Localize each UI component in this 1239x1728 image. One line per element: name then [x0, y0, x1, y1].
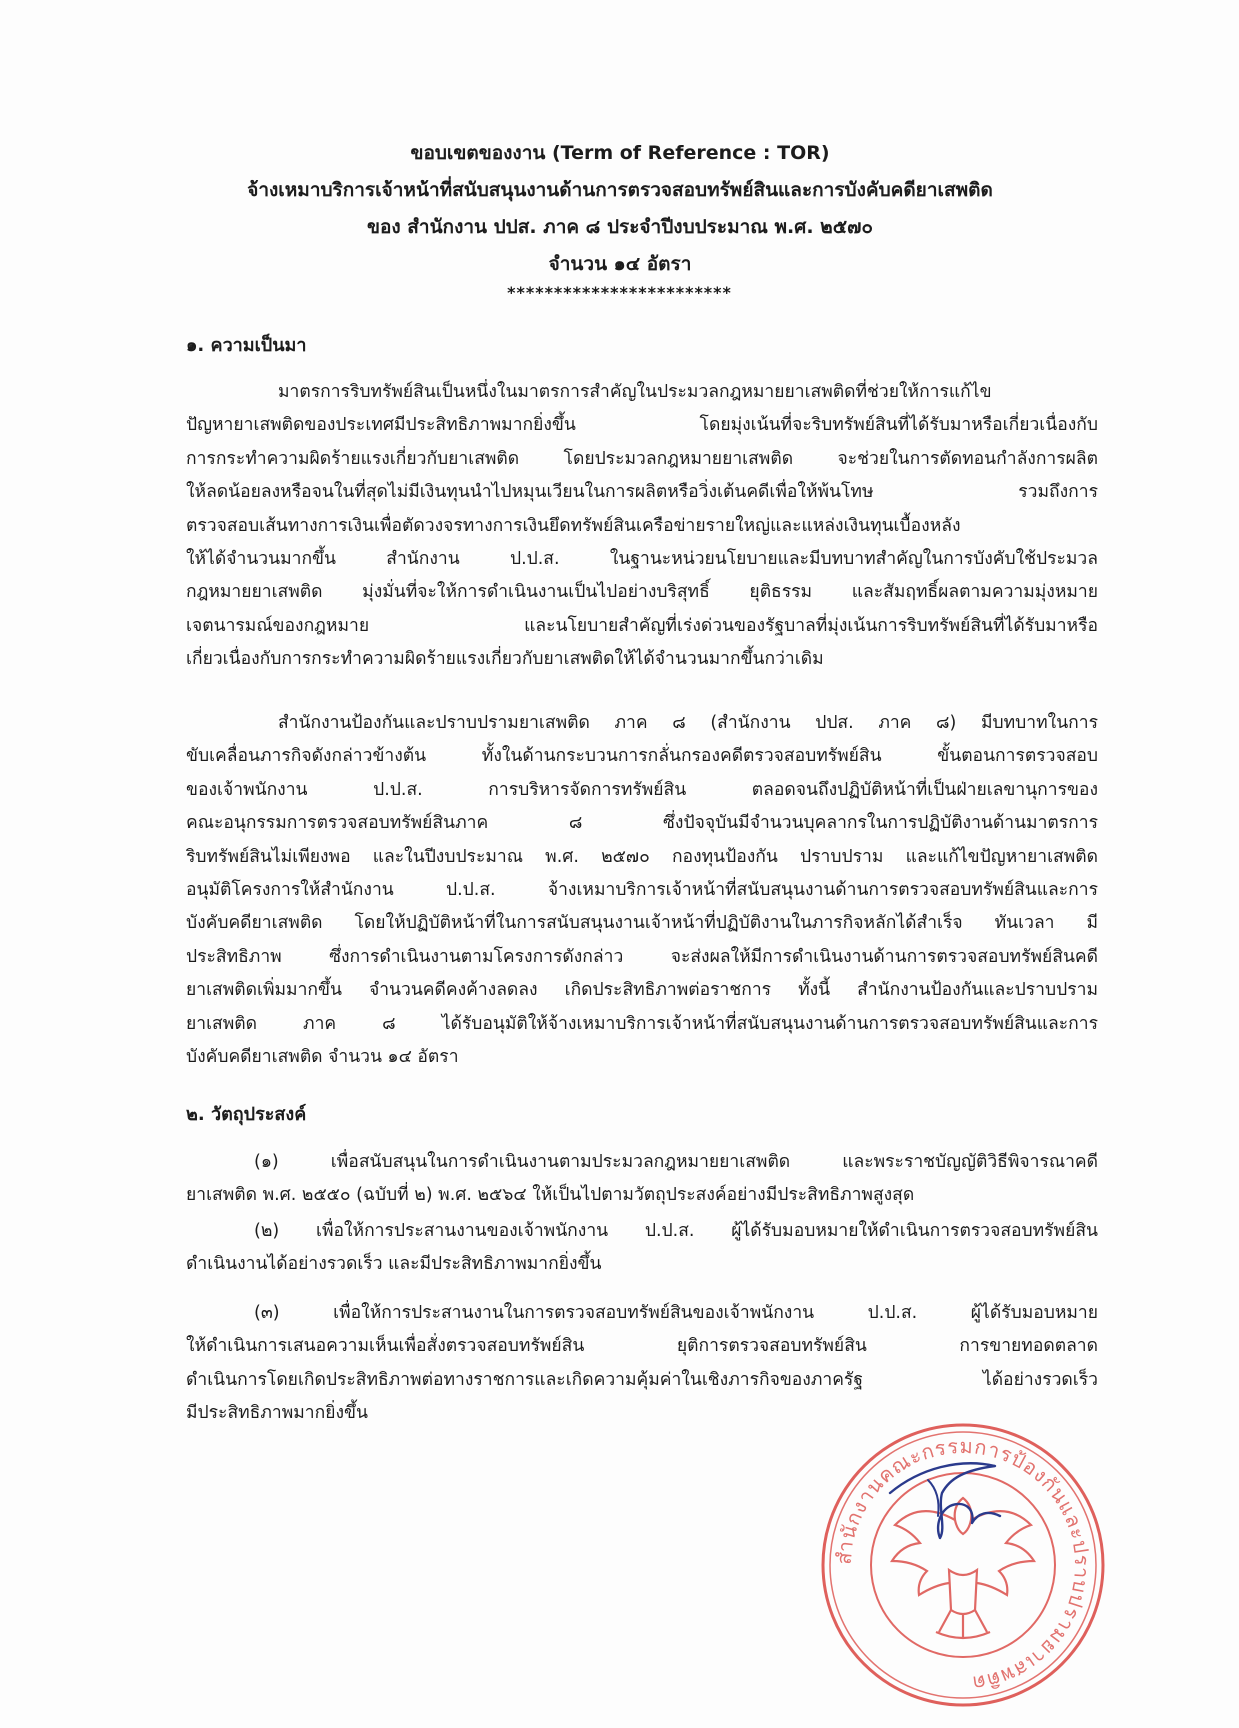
- text-line: บังคับคดียาเสพติด จำนวน ๑๔ อัตรา: [186, 1047, 459, 1068]
- text-line: (๓) เพื่อให้การประสานงานในการตรวจสอบทรัพย์สินของเจ้าพนักงาน ป.ป.ส. ผู้ได้รับมอบหมาย: [254, 1303, 1098, 1323]
- text-line: บังคับคดียาเสพติด โดยให้ปฏิบัติหน้าที่ในการสนับสนุนงานเจ้าหน้าที่ปฏิบัติงานในภารกิจหลักได้สำเร็จ ทันเวลา มี: [186, 913, 1098, 934]
- text-line: อนุมัติโครงการให้สำนักงาน ป.ป.ส. จ้างเหมาบริการเจ้าหน้าที่สนับสนุนงานด้านการตรวจสอบทรัพย์สินและการ: [186, 880, 1098, 901]
- text-line: ปัญหายาเสพติดของประเทศมีประสิทธิภาพมากยิ่งขึ้น โดยมุ่งเน้นที่จะริบทรัพย์สินที่ได้รับมาหรือเกี่ยวเนื่องกับ: [186, 415, 1098, 436]
- text-line: ยาเสพติด ภาค ๘ ได้รับอนุมัติให้จ้างเหมาบริการเจ้าหน้าที่สนับสนุนงานด้านการตรวจสอบทรัพย์สินและการ: [186, 1013, 1098, 1034]
- text-line: มาตรการริบทรัพย์สินเป็นหนึ่งในมาตรการสำคัญในประมวลกฎหมายยาเสพติดที่ช่วยให้การแก้ไข: [278, 382, 992, 402]
- text-line: การกระทำความผิดร้ายแรงเกี่ยวกับยาเสพติด โดยประมวลกฎหมายยาเสพติด จะช่วยในการตัดทอนกำลังการผลิต: [186, 448, 1098, 469]
- section-2-heading: ๒. วัตถุประสงค์: [186, 1104, 307, 1125]
- objective-2: [186, 1215, 1098, 1282]
- text-line: ประสิทธิภาพ ซึ่งการดำเนินงานตามโครงการดังกล่าว จะส่งผลให้มีการดำเนินงานด้านการตรวจสอบทรัพย์สินคดี: [186, 946, 1098, 967]
- section-1-paragraph-2: [186, 707, 1098, 1074]
- objective-1: [186, 1146, 1098, 1213]
- text-line: เจตนารมณ์ของกฎหมาย และนโยบายสำคัญที่เร่งด่วนของรัฐบาลที่มุ่งเน้นการริบทรัพย์สินที่ได้รับมาหรือ: [186, 615, 1098, 636]
- header-title-line-1: ขอบเขตของงาน (Term of Reference : TOR): [410, 142, 830, 164]
- text-line: ของเจ้าพนักงาน ป.ป.ส. การบริหารจัดการทรัพย์สิน ตลอดจนถึงปฏิบัติหน้าที่เป็นฝ่ายเลขานุการของ: [186, 779, 1098, 800]
- text-line: ยาเสพติดเพิ่มมากขึ้น จำนวนคดีคงค้างลดลง เกิดประสิทธิภาพต่อราชการ ทั้งนี้ สำนักงานป้องกันและปราบปราม: [186, 980, 1098, 1001]
- text-line: ดำเนินการโดยเกิดประสิทธิภาพต่อทางราชการและเกิดความคุ้มค่าในเชิงภารกิจของภาครัฐ ได้อย่างรวดเร็ว: [186, 1369, 1098, 1390]
- text-line: สำนักงานป้องกันและปราบปรามยาเสพติด ภาค ๘ (สำนักงาน ปปส. ภาค ๘) มีบทบาทในการ: [278, 713, 1098, 733]
- header-title-line-4: จำนวน ๑๔ อัตรา: [548, 253, 692, 275]
- text-line: ตรวจสอบเส้นทางการเงินเพื่อตัดวงจรทางการเงินยึดทรัพย์สินเครือข่ายรายใหญ่และแหล่งเงินทุนเบื้องหลัง: [186, 515, 961, 536]
- text-line: เกี่ยวเนื่องกับการกระทำความผิดร้ายแรงเกี่ยวกับยาเสพติดให้ได้จำนวนมากขึ้นกว่าเดิม: [186, 649, 824, 670]
- objective-3: [186, 1297, 1098, 1431]
- text-line: ยาเสพติด พ.ศ. ๒๕๕๐ (ฉบับที่ ๒) พ.ศ. ๒๕๖๔ ให้เป็นไปตามวัตถุประสงค์อย่างมีประสิทธิภาพสูงสุด: [186, 1185, 915, 1206]
- signature-icon: [880, 1438, 1010, 1548]
- document-header: [150, 135, 1090, 283]
- text-line: (๒) เพื่อให้การประสานงานของเจ้าพนักงาน ป.ป.ส. ผู้ได้รับมอบหมายให้ดำเนินการตรวจสอบทรัพย์สิน: [254, 1221, 1098, 1241]
- section-1-heading: ๑. ความเป็นมา: [186, 335, 307, 356]
- header-title-line-3: ของ สำนักงาน ปปส. ภาค ๘ ประจำปีงบประมาณ พ.ศ. ๒๕๗๐: [367, 216, 873, 238]
- text-line: ให้ดำเนินการเสนอความเห็นเพื่อสั่งตรวจสอบทรัพย์สิน ยุติการตรวจสอบทรัพย์สิน การขายทอดตลาด: [186, 1336, 1098, 1357]
- text-line: ขับเคลื่อนภารกิจดังกล่าวข้างต้น ทั้งในด้านกระบวนการกลั่นกรองคดีตรวจสอบทรัพย์สิน ขั้นตอนการตรวจสอบ: [186, 746, 1098, 767]
- svg-text:สำนักงานคณะกรรมการป้องกันและปร: สำนักงานคณะกรรมการป้องกันและปราบปรามยาเสพติด: [831, 1433, 1095, 1696]
- text-line: ริบทรัพย์สินไม่เพียงพอ และในปีงบประมาณ พ.ศ. ๒๕๗๐ กองทุนป้องกัน ปราบปราม และแก้ไขปัญหายาเสพติด: [186, 846, 1098, 867]
- text-line: (๑) เพื่อสนับสนุนในการดำเนินงานตามประมวลกฎหมายยาเสพติด และพระราชบัญญัติวิธีพิจารณาคดี: [254, 1152, 1098, 1172]
- text-line: ดำเนินงานได้อย่างรวดเร็ว และมีประสิทธิภาพมากยิ่งขึ้น: [186, 1254, 602, 1275]
- text-line: คณะอนุกรรมการตรวจสอบทรัพย์สินภาค ๘ ซึ่งปัจจุบันมีจำนวนบุคลากรในการปฏิบัติงานด้านมาตรการ: [186, 813, 1098, 834]
- text-line: ให้ลดน้อยลงหรือจนในที่สุดไม่มีเงินทุนนำไปหมุนเวียนในการผลิตหรือวิ่งเต้นคดีเพื่อให้พ้นโทษ รวมถึงการ: [186, 482, 1098, 503]
- header-title-line-2: จ้างเหมาบริการเจ้าหน้าที่สนับสนุนงานด้านการตรวจสอบทรัพย์สินและการบังคับคดียาเสพติด: [247, 179, 993, 201]
- text-line: ให้ได้จำนวนมากขึ้น สำนักงาน ป.ป.ส. ในฐานะหน่วยนโยบายและมีบทบาทสำคัญในการบังคับใช้ประมวล: [186, 549, 1098, 570]
- text-line: กฎหมายยาเสพติด มุ่งมั่นที่จะให้การดำเนินงานเป็นไปอย่างบริสุทธิ์ ยุติธรรม และสัมฤทธิ์ผลตามความมุ่งหมาย: [186, 582, 1098, 603]
- header-separator: ************************: [507, 283, 732, 302]
- section-1-paragraph-1: [186, 376, 1098, 677]
- text-line: มีประสิทธิภาพมากยิ่งขึ้น: [186, 1403, 368, 1424]
